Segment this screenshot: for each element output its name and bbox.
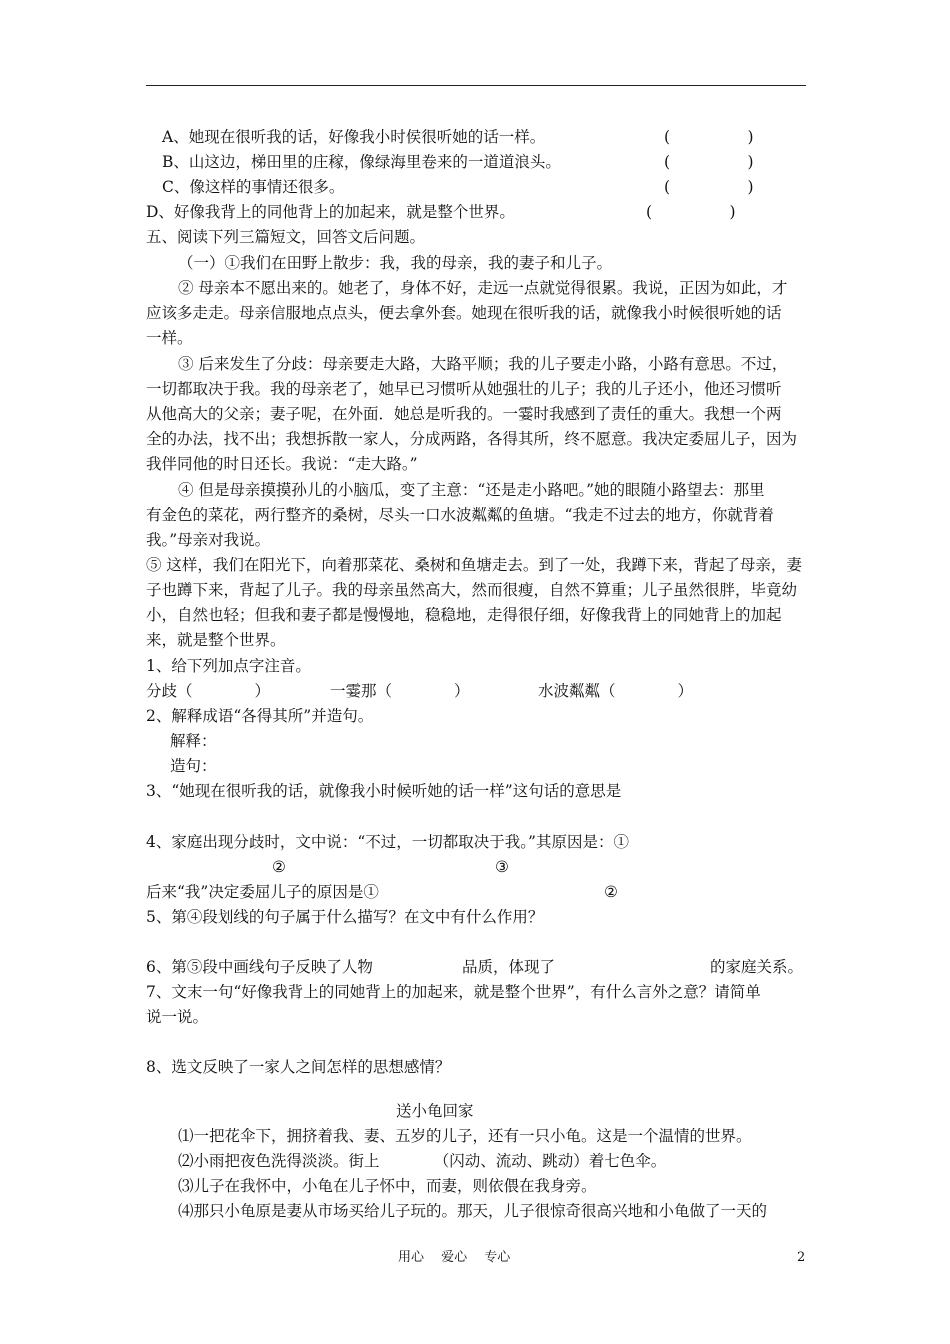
question-7-cont: 说一说。 [146, 1008, 209, 1026]
passage-line: 一样。 [146, 329, 193, 347]
option-c: C、像这样的事情还很多。 [162, 178, 345, 196]
option-b-blank: ( ) [664, 153, 754, 171]
story-line: ⑴一把花伞下，拥挤着我、妻、五岁的儿子，还有一只小龟。这是一个温情的世界。 [178, 1127, 752, 1145]
header-rule [146, 85, 806, 86]
option-a-blank: ( ) [664, 128, 754, 146]
q4-later: 后来“我”决定委屈儿子的原因是① [146, 883, 379, 901]
passage-line: 来，就是整个世界。 [146, 631, 286, 649]
q4-reason-2: ② [272, 858, 286, 876]
question-3: 3、“她现在很听我的话，就像我小时候听她的话一样”这句话的意思是 [146, 782, 622, 800]
section-heading: 五、阅读下列三篇短文，回答文后问题。 [146, 228, 426, 246]
q4-reason-3: ③ [495, 858, 509, 876]
question-8: 8、选文反映了一家人之间怎样的思想感情？ [146, 1058, 451, 1076]
question-6-part-b: 品质，体现了 [462, 958, 556, 976]
option-a: A、她现在很听我的话，好像我小时侯很听她的话一样。 [162, 128, 546, 146]
passage-line: 小，自然也轻；但我和妻子都是慢慢地，稳稳地，走得很仔细，好像我背上的同她背上的加起 [146, 606, 782, 624]
q1-item: 分歧（ ） [146, 682, 271, 700]
question-6-part-a: 6、第⑤段中画线句子反映了人物 [146, 958, 373, 976]
passage-line: 全的办法，找不出；我想拆散一家人，分成两路，各得其所，终不愿意。我决定委屈儿子，因为 [146, 430, 798, 448]
question-5: 5、第④段划线的句子属于什么描写？在文中有什么作用？ [146, 908, 544, 926]
option-d: D、好像我背上的同他背上的加起来，就是整个世界。 [146, 203, 515, 221]
question-6-part-c: 的家庭关系。 [710, 958, 804, 976]
story-title: 送小龟回家 [396, 1102, 474, 1120]
page-number: 2 [797, 1250, 806, 1265]
passage-line: 从他高大的父亲；妻子呢，在外面．她总是听我的。一霎时我感到了责任的重大。我想一个两 [146, 405, 782, 423]
question-1: 1、给下列加点字注音。 [146, 657, 311, 675]
story-line: ⑶儿子在我怀中，小龟在儿子怀中，而妻，则依偎在我身旁。 [178, 1177, 597, 1195]
question-4: 4、家庭出现分歧时，文中说：“不过，一切都取决于我。”其原因是：① [146, 833, 629, 851]
q2-explain: 解释： [170, 732, 217, 750]
passage-line: ② 母亲本不愿出来的。她老了，身体不好，走远一点就觉得很累。我说，正因为如此，才 [178, 279, 788, 297]
passage-line: 子也蹲下来，背起了儿子。我的母亲虽然高大，然而很瘦，自然不算重；儿子虽然很胖，毕竟幼 [146, 581, 798, 599]
passage-line: 一切都取决于我。我的母亲老了，她早已习惯听从她强壮的儿子；我的儿子还小，他还习惯听 [146, 380, 782, 398]
question-2: 2、解释成语“各得其所”并造句。 [146, 707, 374, 725]
passage-line: 我。”母亲对我说。 [146, 531, 271, 549]
q4-later-2: ② [604, 883, 618, 901]
passage-line: 有金色的菜花，两行整齐的桑树，尽头一口水波粼粼的鱼塘。“我走不过去的地方，你就背着 [146, 506, 774, 524]
passage-line: 我伴同他的时日还长。我说：“走大路。” [146, 455, 418, 473]
q2-sentence: 造句： [170, 757, 217, 775]
story-line: ⑵小雨把夜色洗得淡淡。街上 （闪动、流动、跳动）着七色伞。 [178, 1152, 667, 1170]
footer-slogan: 用心 爱心 专心 [398, 1250, 511, 1265]
option-c-blank: ( ) [664, 178, 754, 196]
q1-item: 一霎那（ ） [330, 682, 470, 700]
option-d-blank: ( ) [646, 203, 736, 221]
passage-line: （一）①我们在田野上散步：我，我的母亲，我的妻子和儿子。 [178, 254, 613, 272]
option-b: B、山这边，梯田里的庄稼，像绿海里卷来的一道道浪头。 [162, 153, 561, 171]
passage-line: ④ 但是母亲摸摸孙儿的小脑瓜，变了主意：“还是走小路吧。”她的眼随小路望去：那里 [178, 481, 765, 499]
passage-line: 应该多走走。母亲信服地点点头，便去拿外套。她现在很听我的话，就像我小时候很听她的话 [146, 304, 782, 322]
passage-line: ③ 后来发生了分歧：母亲要走大路，大路平顺；我的儿子要走小路，小路有意思。不过， [178, 355, 788, 373]
q1-item: 水波粼粼（ ） [538, 682, 694, 700]
story-line: ⑷那只小龟原是妻从市场买给儿子玩的。那天，儿子很惊奇很高兴地和小龟做了一天的 [178, 1202, 768, 1220]
passage-line: ⑤ 这样，我们在阳光下，向着那菜花、桑树和鱼塘走去。到了一处，我蹲下来，背起了母亲，妻 [146, 556, 802, 574]
question-7: 7、文末一句“好像我背上的同她背上的加起来，就是整个世界”，有什么言外之意？请简单 [146, 983, 761, 1001]
